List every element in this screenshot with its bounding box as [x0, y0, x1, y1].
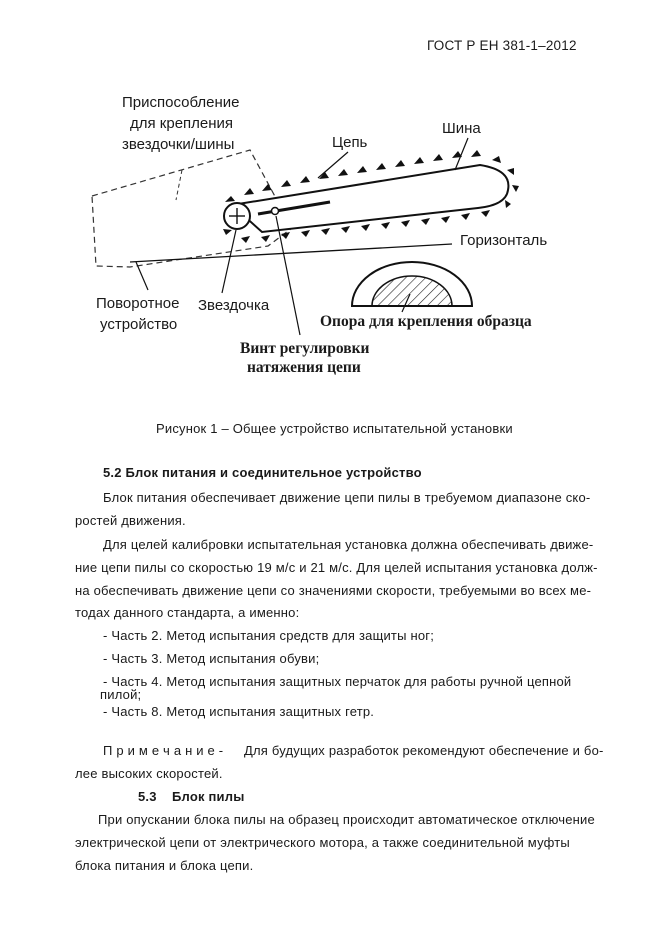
- label-pivot-2: устройство: [100, 316, 178, 333]
- figure-caption: Рисунок 1 – Общее устройство испытательной установки: [156, 421, 513, 436]
- tension-screw: [272, 208, 279, 215]
- leader-sprocket: [222, 230, 236, 293]
- leader-attachment: [176, 170, 182, 200]
- horizontal-line: [130, 244, 452, 262]
- list-item: - Часть 8. Метод испытания защитных гетр.: [103, 704, 375, 719]
- label-support: Опора для крепления образца: [320, 313, 532, 330]
- list-item: - Часть 3. Метод испытания обуви;: [103, 651, 320, 666]
- label-pivot-1: Поворотное: [96, 295, 180, 312]
- paragraph-line: Блок питания обеспечивает движение цепи пилы в требуемом диапазоне ско-: [103, 490, 591, 505]
- list-item: - Часть 4. Метод испытания защитных перчаток для работы ручной цепной: [103, 674, 572, 689]
- note-text: лее высоких скоростей.: [75, 766, 223, 781]
- paragraph-line: блока питания и блока цепи.: [75, 858, 254, 873]
- paragraph-line: Для целей калибровки испытательная установка должна обеспечивать движе-: [103, 537, 594, 552]
- section-5-3-number: 5.3: [138, 789, 157, 804]
- paragraph-line: При опускании блока пилы на образец происходит автоматическое отключение: [98, 812, 595, 827]
- section-5-3-title: Блок пилы: [172, 789, 245, 804]
- note-text: Для будущих разработок рекомендуют обеспечение и бо-: [244, 743, 604, 758]
- note-label: П р и м е ч а н и е -: [103, 743, 224, 758]
- paragraph-line: электрической цепи от электрического мотора, а также соединительной муфты: [75, 835, 570, 850]
- list-item-continuation: пилой;: [100, 687, 142, 702]
- paragraph-line: на обеспечивать движение цепи со значениями скорости, требуемыми во всех ме-: [75, 583, 592, 598]
- label-sprocket: Звездочка: [198, 297, 270, 314]
- paragraph-line: ние цепи пилы со скоростью 19 м/с и 21 м/с. Для целей испытания установка долж-: [75, 560, 598, 575]
- label-attachment-1: Приспособление: [122, 94, 240, 111]
- label-chain: Цепь: [332, 134, 368, 151]
- paragraph-line: ростей движения.: [75, 513, 186, 528]
- section-5-2-heading: 5.2 Блок питания и соединительное устройство: [103, 465, 422, 480]
- standard-code: ГОСТ Р ЕН 381-1–2012: [427, 38, 577, 53]
- specimen-support: [352, 262, 472, 306]
- paragraph-line: тодах данного стандарта, а именно:: [75, 605, 300, 620]
- guide-bar: [232, 165, 508, 232]
- label-attachment-3: звездочки/шины: [122, 136, 235, 153]
- label-attachment-2: для крепления: [130, 115, 234, 132]
- list-item: - Часть 2. Метод испытания средств для защиты ног;: [103, 628, 435, 643]
- leader-pivot: [136, 262, 148, 290]
- label-horizontal: Горизонталь: [460, 232, 548, 249]
- label-screw-1: Винт регулировки: [240, 340, 370, 357]
- label-screw-2: натяжения цепи: [247, 359, 361, 376]
- label-bar: Шина: [442, 120, 481, 137]
